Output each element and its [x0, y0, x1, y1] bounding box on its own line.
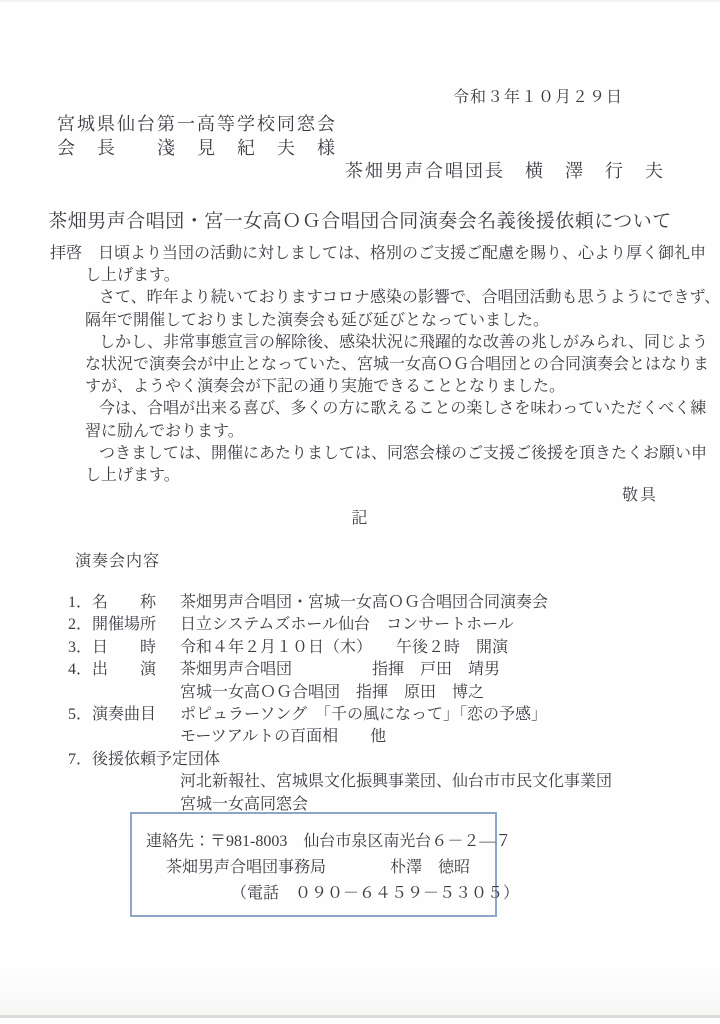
closing-word: 敬具	[621, 487, 658, 504]
list-item-program	[68, 704, 612, 726]
sender-name: 茶畑男声合唱団長 横 澤 行 夫	[345, 161, 665, 181]
item-label: 3．日 時	[68, 638, 157, 656]
body-line: つきましては、開催にあたりましては、同窓会様のご支援ご後援を頂きたくお願い申	[99, 444, 708, 462]
page-top-edge	[0, 0, 720, 2]
list-item-datetime	[68, 637, 612, 659]
item-value: 河北新報社、宮城県文化振興事業団、仙台市市民文化事業団	[180, 773, 613, 791]
item-label: 4．出 演	[68, 661, 157, 679]
record-mark: 記	[351, 510, 369, 527]
item-label: 7．後援依頼予定団体	[68, 750, 221, 768]
item-label: 5．演奏曲目	[68, 706, 157, 724]
contact-box	[130, 812, 520, 917]
section-heading: 演奏会内容	[75, 553, 161, 570]
item-label	[68, 682, 180, 704]
list-item-program-2	[68, 726, 612, 748]
body-line: すが、ようやく演奏会が下記の通り実施できることとなりました。	[85, 378, 566, 396]
body-line: 習に励んでおります。	[85, 422, 244, 440]
body-line: 今は、合唱が出来る喜び、多くの方に歌えることの楽しさを味わっていただくべく練	[99, 400, 707, 418]
body-line: な状況で演奏会が中止となっていた、宮城一女高ＯＧ合唱団との合同演奏会とはなりま	[85, 356, 710, 374]
item-value: 茶畑男声合唱団 指揮 戸田 靖男	[180, 661, 501, 679]
item-value: 宮城一女高ＯＧ合唱団 指揮 原田 博之	[180, 683, 485, 701]
contact-person: 茶畑男声合唱団事務局 朴澤 徳昭	[166, 859, 471, 876]
body-line: 隔年で開催しておりました演奏会も延び延びとなっていました。	[85, 311, 550, 329]
letter-date: 令和３年１０月２９日	[452, 89, 623, 106]
page-bottom-edge	[0, 1015, 720, 1018]
item-label	[68, 726, 180, 748]
item-value: モーツアルトの百面相 他	[180, 728, 387, 746]
list-item-performers-2	[68, 682, 612, 704]
item-value: 宮城一女高同窓会	[180, 795, 309, 813]
body-line: さて、昨年より続いておりますコロナ感染の影響で、合唱団活動も思うようにできず、	[99, 289, 720, 307]
contact-address: 連絡先：〒981-8003 仙台市泉区南光台６－２—７	[146, 833, 512, 850]
list-item-name	[68, 592, 612, 614]
list-item-performers	[68, 659, 612, 681]
list-item-venue	[68, 614, 612, 636]
contact-phone: （電話 ０９０－６４５９－５３０５）	[231, 885, 520, 902]
item-value: ポピュラーソング 「千の風になって」「恋の予感」	[180, 706, 548, 724]
item-label	[68, 771, 180, 793]
body-line: し上げます。	[85, 467, 180, 485]
body-line: 拝啓 日頃より当団の活動に対しましては、格別のご支援ご配慮を賜り、心より厚く御礼申	[50, 245, 707, 262]
item-label: 2．開催場所	[68, 616, 157, 634]
list-item-sponsors	[68, 771, 612, 793]
recipient-name: 会 長 淺 見 紀 夫 様	[57, 138, 337, 158]
item-value: 令和４年２月１０日（木） 午後２時 開演	[180, 638, 509, 656]
item-value: 日立システムズホール仙台 コンサートホール	[180, 616, 514, 634]
item-label: 1．名 称	[68, 594, 157, 611]
list-item-sponsors-heading	[68, 749, 612, 771]
letter-body	[0, 243, 720, 487]
body-line: しかし、非常事態宣言の解除後、感染状況に飛躍的な改善の兆しがみられ、同じよう	[99, 333, 708, 351]
letter-title: 茶畑男声合唱団・宮一女高ＯＧ合唱団合同演奏会名義後援依頼について	[48, 211, 672, 232]
recipient-organization: 宮城県仙台第一高等学校同窓会	[57, 114, 337, 134]
concert-details-list	[68, 592, 612, 816]
page-bottom-shadow	[0, 960, 720, 1015]
item-value: 茶畑男声合唱団・宮城一女高ＯＧ合唱団合同演奏会	[180, 594, 549, 611]
body-line: し上げます。	[85, 267, 180, 285]
